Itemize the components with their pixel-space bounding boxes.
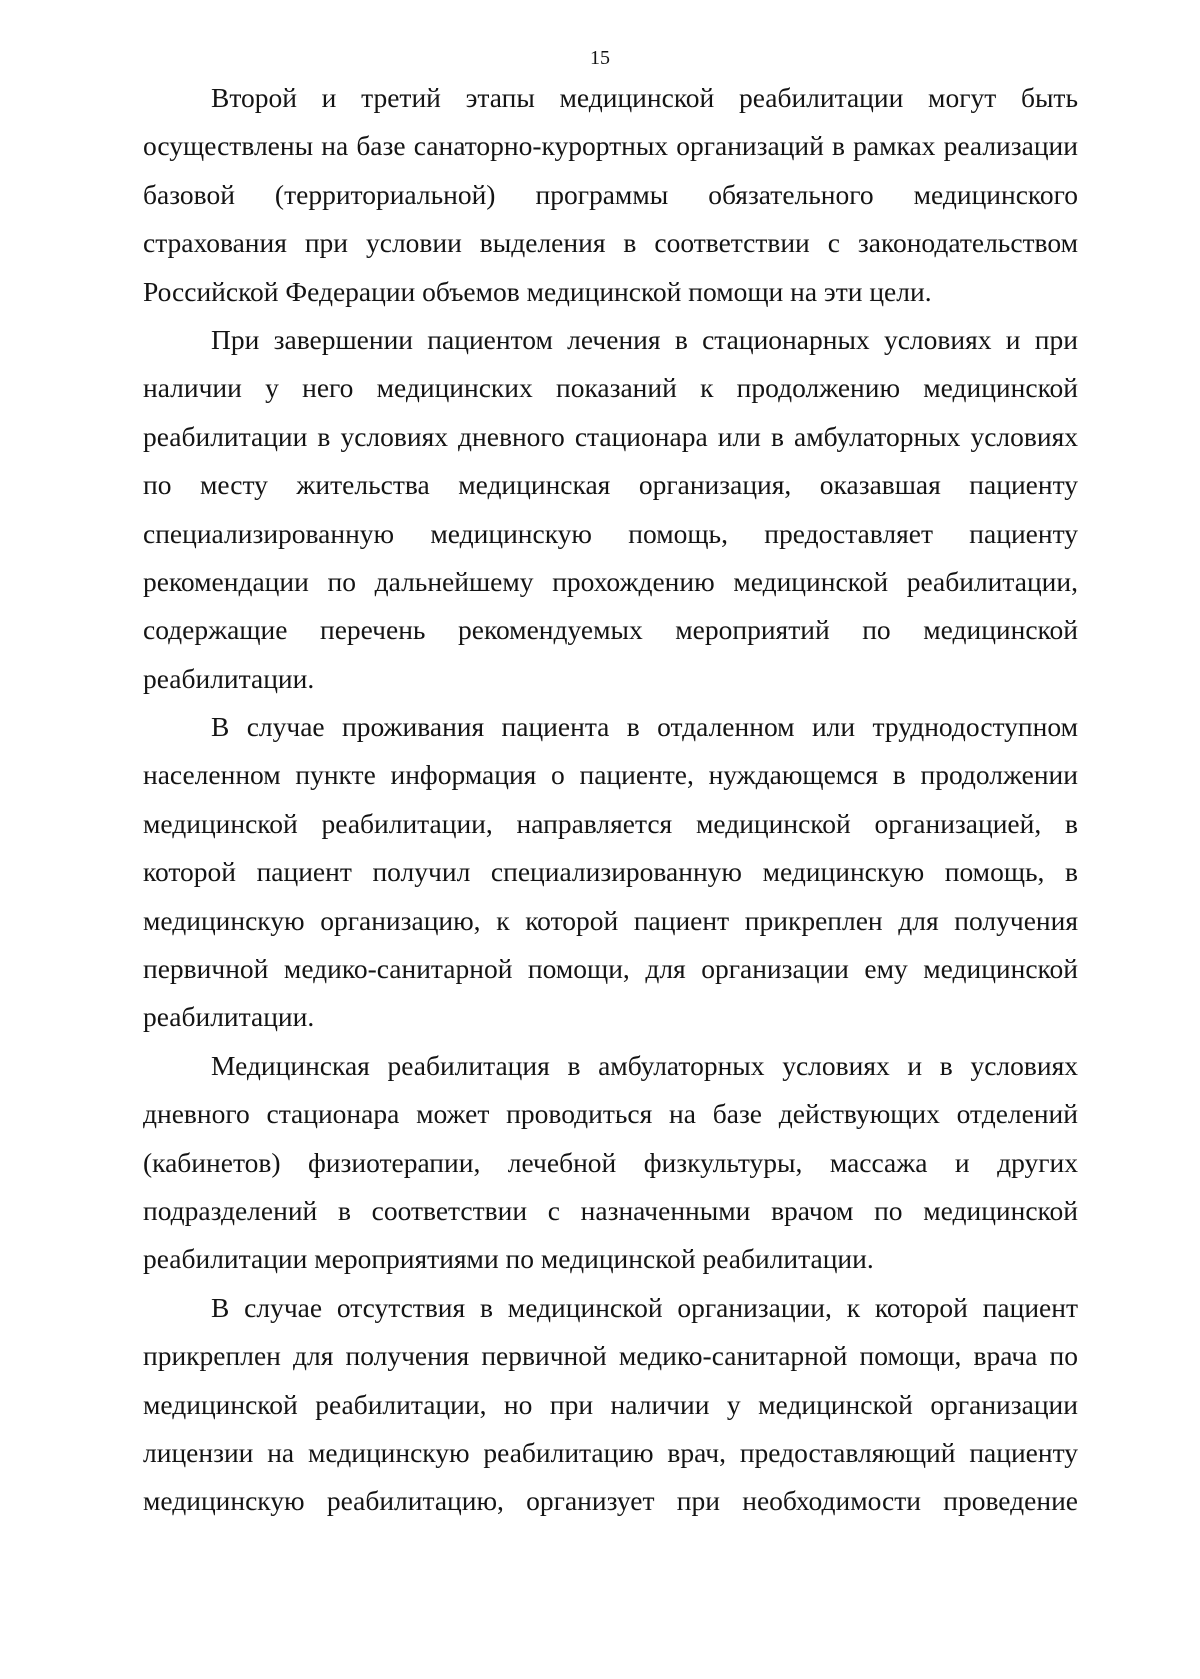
text-line: базовой (территориальной) программы обязательного медицинского [143,178,1078,210]
text-line: лицензии на медицинскую реабилитацию врач, предоставляющий пациенту [143,1436,1078,1468]
text-line: содержащие перечень рекомендуемых мероприятий по медицинской [143,614,1078,646]
paragraph [143,316,1078,703]
text-line: В случае отсутствия в медицинской организации, к которой пациент [211,1291,1078,1323]
text-line: Российской Федерации объемов медицинской помощи на эти цели. [143,275,932,307]
text-line: (кабинетов) физиотерапии, лечебной физкультуры, массажа и других [143,1146,1078,1178]
text-line: медицинской реабилитации, но при наличии у медицинской организации [143,1388,1078,1420]
text-line: страхования при условии выделения в соответствии с законодательством [143,227,1078,259]
text-line: по месту жительства медицинская организация, оказавшая пациенту [143,469,1078,501]
paragraph [143,74,1078,316]
text-line: подразделений в соответствии с назначенными врачом по медицинской [143,1194,1078,1226]
text-line: Медицинская реабилитация в амбулаторных условиях и в условиях [211,1049,1078,1081]
document-body [143,74,1078,1526]
text-line: реабилитации. [143,1001,315,1033]
paragraph [143,1284,1078,1526]
text-line: которой пациент получил специализированную медицинскую помощь, в [143,856,1078,888]
page-number: 15 [590,47,610,69]
text-line: При завершении пациентом лечения в стационарных условиях и при [211,323,1078,355]
text-line: населенном пункте информация о пациенте, нуждающемся в продолжении [143,759,1078,791]
text-line: специализированную медицинскую помощь, предоставляет пациенту [143,517,1078,549]
text-line: реабилитации в условиях дневного стационара или в амбулаторных условиях [143,420,1078,452]
text-line: дневного стационара может проводиться на базе действующих отделений [143,1098,1078,1130]
text-line: реабилитации мероприятиями по медицинской реабилитации. [143,1243,874,1275]
text-line: медицинской реабилитации, направляется медицинской организацией, в [143,807,1078,839]
text-line: первичной медико-санитарной помощи, для организации ему медицинской [143,953,1078,985]
text-line: рекомендации по дальнейшему прохождению медицинской реабилитации, [143,565,1078,597]
text-line: Второй и третий этапы медицинской реабилитации могут быть [211,82,1078,113]
text-line: медицинскую реабилитацию, организует при необходимости проведение [143,1485,1078,1517]
text-line: медицинскую организацию, к которой пациент прикреплен для получения [143,904,1078,936]
text-line: В случае проживания пациента в отдаленном или труднодоступном [211,711,1078,743]
text-line: осуществлены на базе санаторно-курортных организаций в рамках реализации [143,130,1078,162]
text-line: прикреплен для получения первичной медико-санитарной помощи, врача по [143,1340,1078,1372]
text-line: реабилитации. [143,662,315,694]
paragraph [143,1042,1078,1284]
text-line: наличии у него медицинских показаний к продолжению медицинской [143,372,1078,404]
paragraph [143,703,1078,1042]
